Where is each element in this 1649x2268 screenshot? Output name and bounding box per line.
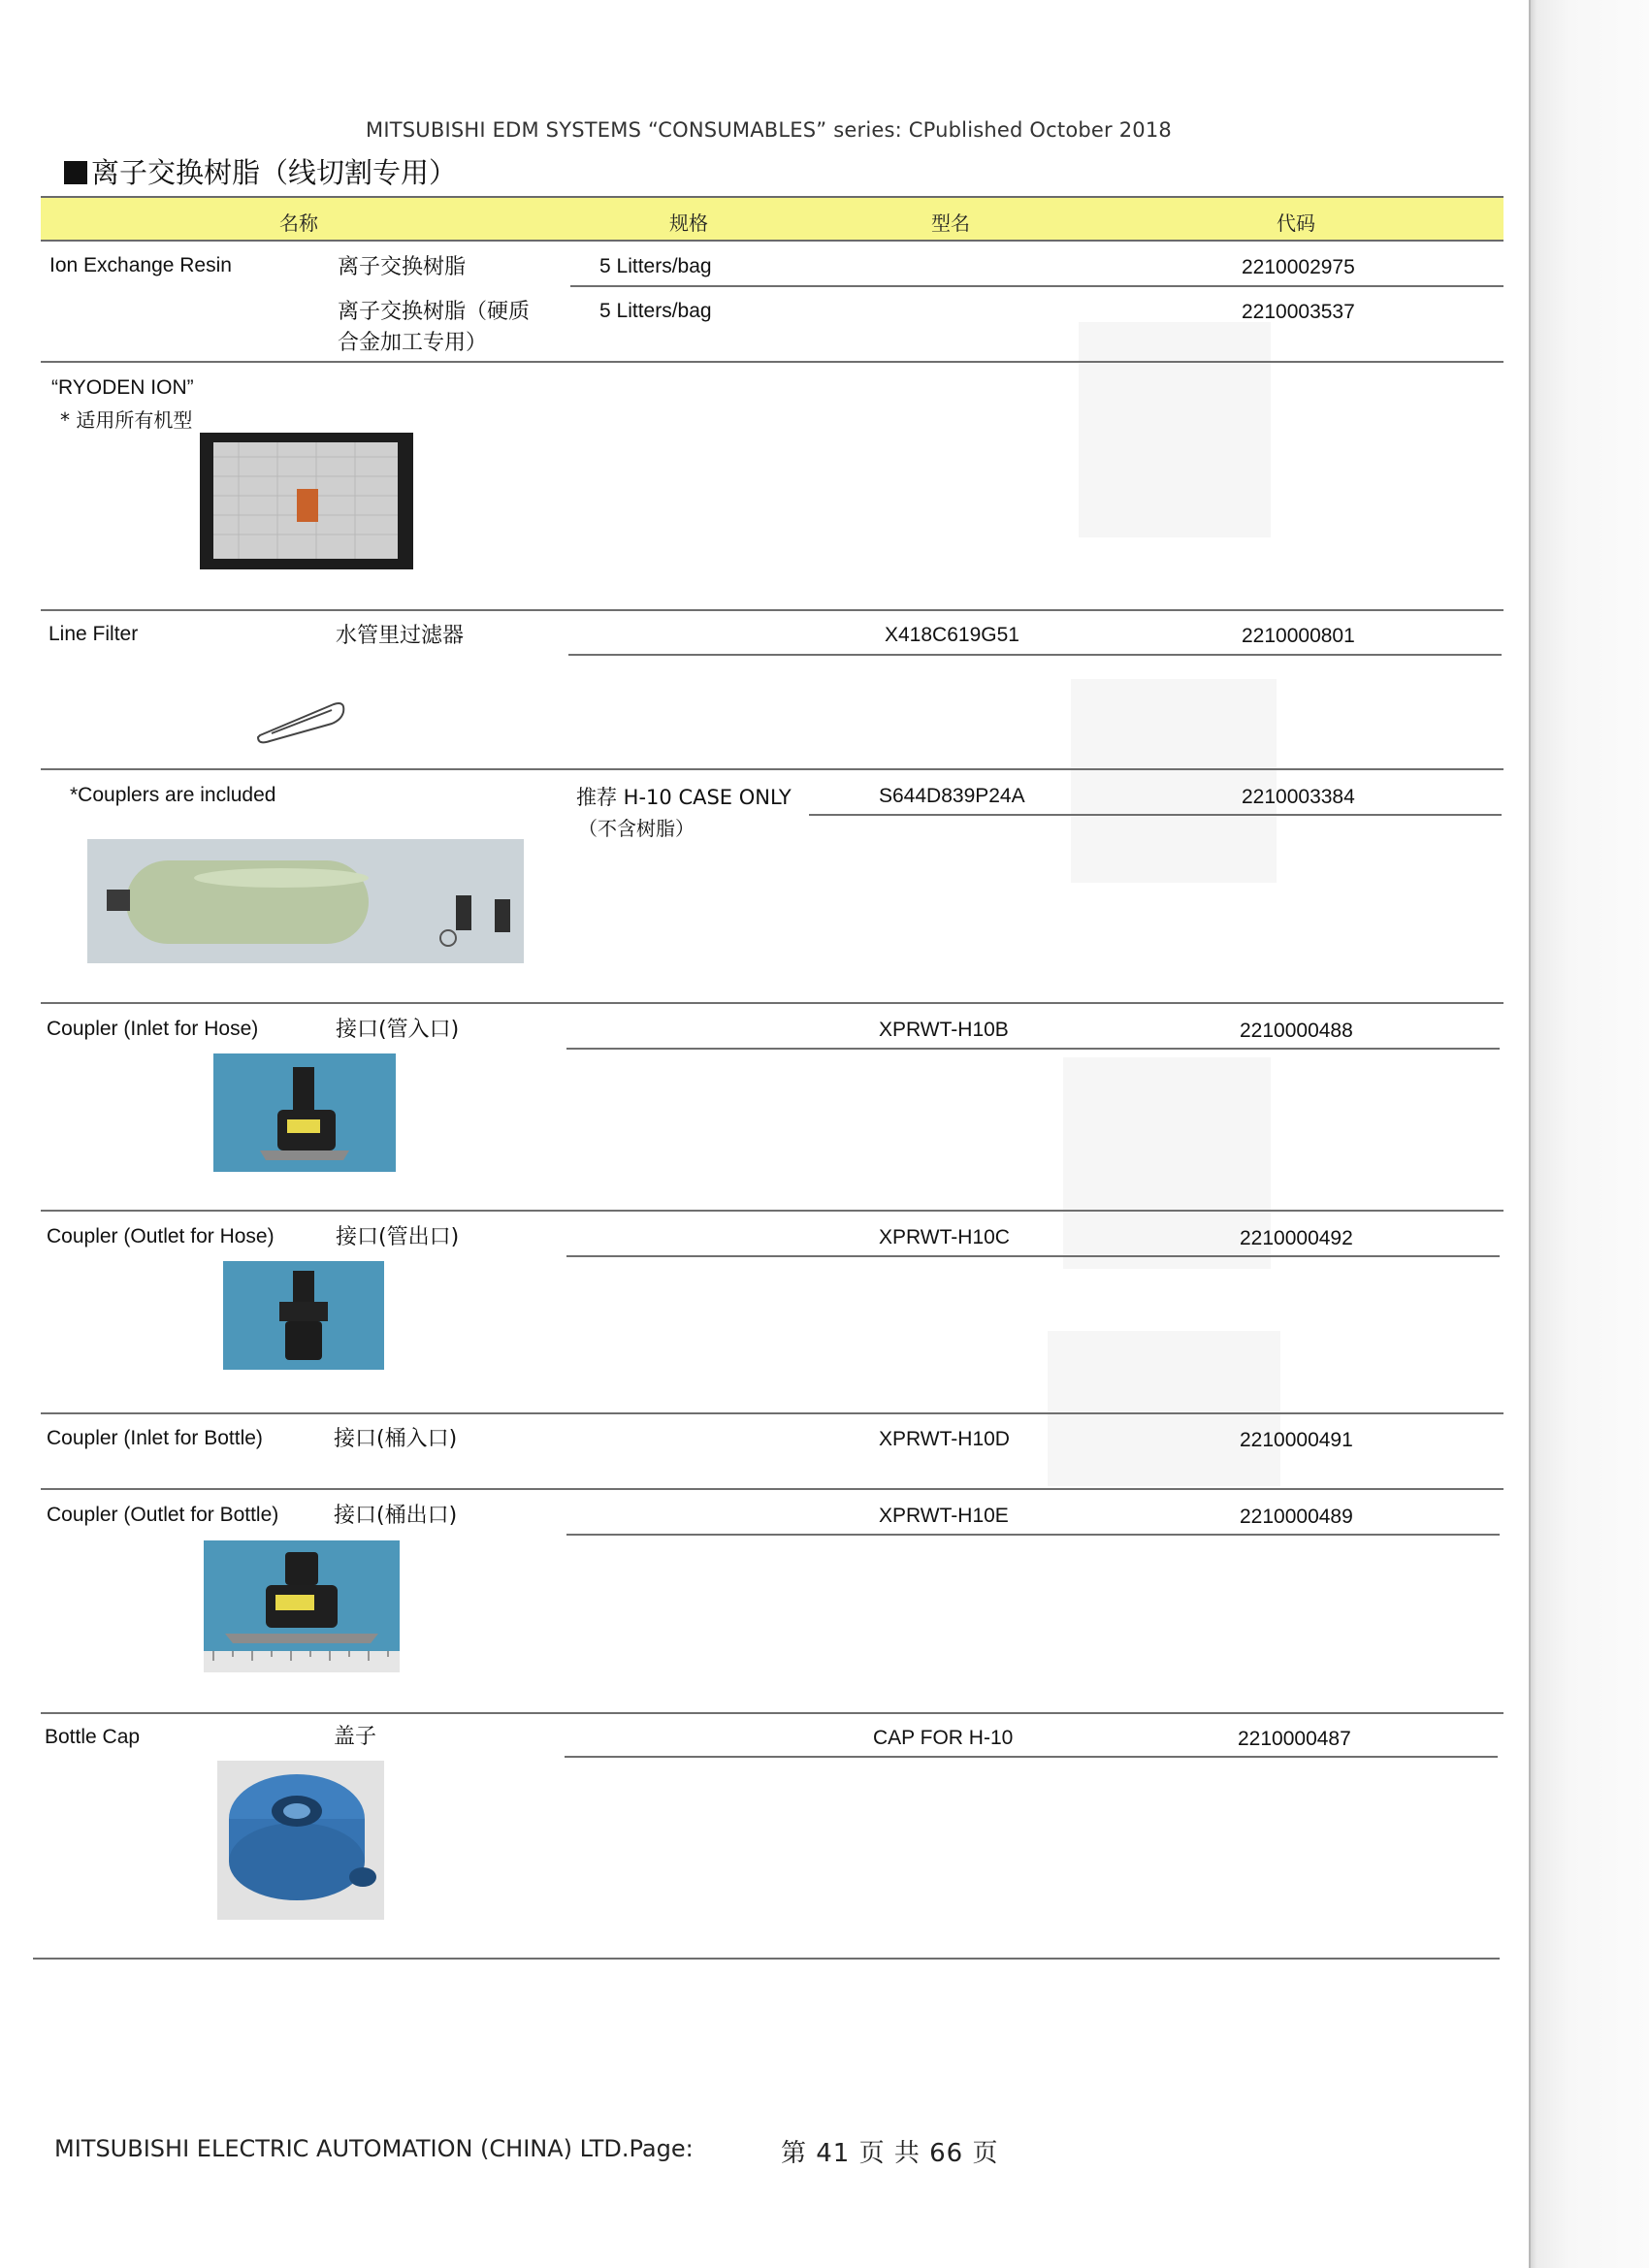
case-photo: [87, 839, 524, 963]
show-through-2: [1071, 679, 1277, 883]
resin-sub1-spec: 5 Litters/bag: [599, 255, 712, 277]
row-rule: [41, 609, 1504, 611]
coupler-outlet-bottle-name-zh: 接口(桶出口): [334, 1504, 458, 1528]
row-rule: [41, 361, 1504, 363]
coupler-outlet-hose-photo: [223, 1261, 384, 1370]
resin-sub2-code: 2210003537: [1242, 301, 1355, 323]
case-spec-2: （不含树脂）: [578, 817, 695, 840]
coupler-outlet-bottle-code: 2210000489: [1240, 1506, 1353, 1528]
coupler-outlet-hose-code: 2210000492: [1240, 1227, 1353, 1249]
table-bottom-rule: [33, 1958, 1500, 1960]
line-filter-name-zh: 水管里过滤器: [336, 624, 465, 648]
bottle-cap-name-en: Bottle Cap: [45, 1726, 141, 1748]
page-edge-shadow: [1531, 0, 1649, 2268]
coupler-inlet-bottle-code: 2210000491: [1240, 1429, 1353, 1451]
coupler-inlet-hose-name-zh: 接口(管入口): [336, 1018, 460, 1042]
resin-bag-image: [200, 433, 413, 569]
coupler-outlet-bottle-rule: [566, 1534, 1500, 1536]
show-through-1: [1079, 322, 1271, 537]
footer-company: MITSUBISHI ELECTRIC AUTOMATION (CHINA) LTD.Page:: [54, 2135, 694, 2162]
bottle-cap-code: 2210000487: [1238, 1728, 1351, 1750]
resin-note: * 适用所有机型: [60, 408, 193, 432]
coupler-outlet-hose-name-en: Coupler (Outlet for Hose): [47, 1225, 275, 1247]
coupler-inlet-bottle-name-zh: 接口(桶入口): [334, 1427, 458, 1451]
footer-page-label: 第 41 页 共 66 页: [781, 2139, 999, 2168]
col-header-spec: 规格: [669, 211, 708, 235]
row-rule: [41, 1002, 1504, 1004]
coupler-inlet-hose-image: [213, 1053, 396, 1172]
section-bullet-icon: [64, 161, 87, 184]
coupler-inlet-hose-code: 2210000488: [1240, 1020, 1353, 1042]
row-rule: [41, 1210, 1504, 1212]
coupler-outlet-hose-model: XPRWT-H10C: [879, 1226, 1010, 1248]
resin-sub2-zh-1: 离子交换树脂（硬质: [338, 300, 531, 324]
col-header-name: 名称: [279, 211, 318, 235]
coupler-outlet-bottle-name-en: Coupler (Outlet for Bottle): [47, 1504, 279, 1526]
col-header-model: 型名: [931, 211, 970, 235]
case-rule: [809, 814, 1502, 816]
coupler-outlet-hose-rule: [566, 1255, 1500, 1257]
bottle-cap-model: CAP FOR H-10: [873, 1727, 1014, 1749]
coupler-inlet-hose-photo: [213, 1053, 396, 1172]
coupler-inlet-bottle-model: XPRWT-H10D: [879, 1428, 1010, 1450]
case-model: S644D839P24A: [879, 785, 1025, 807]
coupler-inlet-hose-rule: [566, 1048, 1500, 1050]
case-spec-1: 推荐 H-10 CASE ONLY: [576, 786, 792, 809]
resin-sub2-spec: 5 Litters/bag: [599, 300, 712, 322]
line-filter-image: [250, 695, 351, 747]
series-header: MITSUBISHI EDM SYSTEMS “CONSUMABLES” series: CPublished October 2018: [366, 118, 1172, 142]
resin-sub2-zh-2: 合金加工专用）: [338, 331, 488, 355]
row-rule: [41, 1712, 1504, 1714]
row-rule: [41, 768, 1504, 770]
row-rule: [41, 1412, 1504, 1414]
line-filter-name-en: Line Filter: [48, 623, 139, 645]
resin-name-en: Ion Exchange Resin: [49, 254, 232, 276]
coupler-inlet-hose-model: XPRWT-H10B: [879, 1019, 1009, 1041]
line-filter-rule: [568, 654, 1502, 656]
bottle-cap-image: [217, 1761, 384, 1920]
row-rule: [41, 1488, 1504, 1490]
resin-sub1-code: 2210002975: [1242, 256, 1355, 278]
coupler-outlet-hose-image: [223, 1261, 384, 1370]
section-title-text: 离子交换树脂（线切割专用）: [91, 156, 458, 189]
col-header-code: 代码: [1277, 211, 1315, 235]
case-bottle-image: [87, 839, 524, 963]
coupler-inlet-hose-name-en: Coupler (Inlet for Hose): [47, 1018, 259, 1040]
bottle-cap-rule: [565, 1756, 1498, 1758]
page-edge-line: [1529, 0, 1531, 2268]
resin-sub1-rule: [570, 285, 1504, 287]
table-header-row: [41, 196, 1504, 242]
resin-sub1-zh: 离子交换树脂: [338, 255, 467, 279]
bottle-cap-photo: [217, 1761, 384, 1920]
coupler-inlet-bottle-name-en: Coupler (Inlet for Bottle): [47, 1427, 263, 1449]
resin-brand: “RYODEN ION”: [51, 376, 194, 399]
line-filter-model: X418C619G51: [885, 624, 1019, 646]
bottle-cap-name-zh: 盖子: [334, 1725, 377, 1749]
case-note: *Couplers are included: [70, 784, 276, 806]
coupler-outlet-bottle-image: [204, 1540, 400, 1672]
coupler-outlet-bottle-photo: [204, 1540, 400, 1672]
show-through-4: [1048, 1331, 1280, 1486]
line-filter-code: 2210000801: [1242, 625, 1355, 647]
case-code: 2210003384: [1242, 786, 1355, 808]
resin-bag-photo: [200, 433, 413, 569]
section-title: [64, 151, 457, 191]
coupler-outlet-bottle-model: XPRWT-H10E: [879, 1505, 1009, 1527]
coupler-outlet-hose-name-zh: 接口(管出口): [336, 1225, 460, 1249]
